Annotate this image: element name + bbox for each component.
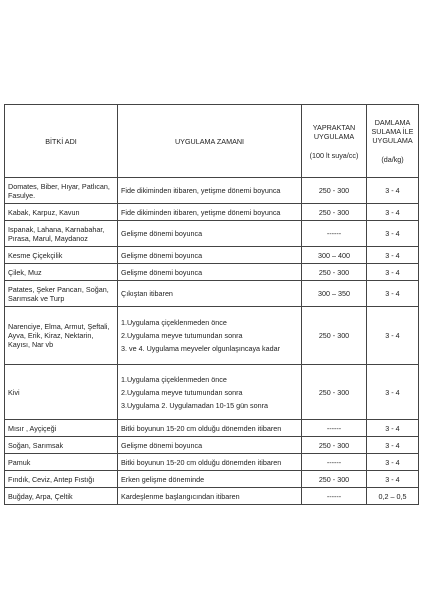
cell-drip-dose: 3 - 4 xyxy=(367,471,419,488)
table-row xyxy=(5,178,419,204)
cell-drip-dose: 3 - 4 xyxy=(367,365,419,420)
cell-leaf-dose: ------ xyxy=(302,420,367,437)
cell-plant: Soğan, Sarımsak xyxy=(5,437,118,454)
cell-drip-dose: 3 - 4 xyxy=(367,204,419,221)
table-row xyxy=(5,454,419,471)
application-time-line: Fide dikiminden itibaren, yetişme dönemi boyunca xyxy=(121,207,281,217)
cell-drip-dose: 3 - 4 xyxy=(367,264,419,281)
cell-drip-dose: 0,2 – 0,5 xyxy=(367,488,419,505)
cell-drip-dose: 3 - 4 xyxy=(367,221,419,247)
application-time-line: Gelişme dönemi boyunca xyxy=(121,440,203,450)
header-drip xyxy=(367,105,419,178)
table-row xyxy=(5,221,419,247)
cell-drip-dose: 3 - 4 xyxy=(367,420,419,437)
cell-plant: Domates, Biber, Hıyar, Patlıcan, Fasulye. xyxy=(5,178,118,204)
cell-leaf-dose: ------ xyxy=(302,488,367,505)
application-time-line: Gelişme dönemi boyunca xyxy=(121,229,203,238)
cell-plant: Kivi xyxy=(5,365,118,420)
table-row xyxy=(5,204,419,221)
table-row xyxy=(5,307,419,365)
cell-application-time xyxy=(118,454,302,471)
table-row xyxy=(5,420,419,437)
cell-leaf-dose: 300 – 350 xyxy=(302,281,367,307)
application-time-line: Gelişme dönemi boyunca xyxy=(121,250,203,260)
header-plant: BİTKİ ADI xyxy=(5,105,118,178)
header-time: UYGULAMA ZAMANI xyxy=(118,105,302,178)
application-time-line: 1.Uygulama çiçeklenmeden önce xyxy=(121,374,227,384)
header-drip-unit: (da/kg) xyxy=(381,155,404,164)
cell-leaf-dose: 250 - 300 xyxy=(302,437,367,454)
application-time-line: 2.Uygulama meyve tutumundan sonra xyxy=(121,331,243,340)
table-row xyxy=(5,247,419,264)
cell-drip-dose: 3 - 4 xyxy=(367,281,419,307)
cell-application-time xyxy=(118,307,302,365)
application-time-line: Çıkıştan itibaren xyxy=(121,289,173,298)
application-time-line: 3.Uygulama 2. Uygulamadan 10-15 gün sonra xyxy=(121,400,269,410)
cell-plant: Çilek, Muz xyxy=(5,264,118,281)
cell-leaf-dose: 250 - 300 xyxy=(302,307,367,365)
cell-leaf-dose: 250 - 300 xyxy=(302,365,367,420)
application-time-line: Erken gelişme döneminde xyxy=(121,474,205,484)
application-time-line: Fide dikiminden itibaren, yetişme dönemi boyunca xyxy=(121,186,281,195)
cell-leaf-dose: 250 - 300 xyxy=(302,264,367,281)
header-leaf-unit: (100 lt suya/cc) xyxy=(309,150,359,160)
cell-plant: Mısır , Ayçiçeği xyxy=(5,420,118,437)
application-time-line: Bitki boyunun 15-20 cm olduğu dönemden itibaren xyxy=(121,423,282,433)
cell-drip-dose: 3 - 4 xyxy=(367,454,419,471)
cell-application-time xyxy=(118,420,302,437)
application-time-line: Kardeşlenme başlangıcından itibaren xyxy=(121,491,240,501)
table-row xyxy=(5,281,419,307)
header-drip-label: DAMLAMA SULAMA İLE UYGULAMA xyxy=(371,118,414,145)
table-row xyxy=(5,437,419,454)
header-leaf xyxy=(302,105,367,178)
table-header-row xyxy=(5,105,419,178)
cell-plant: Buğday, Arpa, Çeltik xyxy=(5,488,118,505)
table-row xyxy=(5,471,419,488)
application-time-line: 1.Uygulama çiçeklenmeden önce xyxy=(121,318,227,327)
dosage-table xyxy=(4,104,419,505)
cell-plant: Ispanak, Lahana, Karnabahar, Pırasa, Marul, Maydanoz xyxy=(5,221,118,247)
cell-application-time xyxy=(118,221,302,247)
application-time-line: 2.Uygulama meyve tutumundan sonra xyxy=(121,387,243,397)
cell-drip-dose: 3 - 4 xyxy=(367,178,419,204)
cell-plant: Patates, Şeker Pancarı, Soğan, Sarımsak ve Turp xyxy=(5,281,118,307)
cell-application-time xyxy=(118,471,302,488)
cell-application-time xyxy=(118,247,302,264)
cell-application-time xyxy=(118,178,302,204)
application-time-line: Gelişme dönemi boyunca xyxy=(121,267,203,277)
cell-leaf-dose: 250 - 300 xyxy=(302,204,367,221)
application-time-line: 3. ve 4. Uygulama meyveler olgunlaşıncaya kadar xyxy=(121,344,281,353)
cell-leaf-dose: ------ xyxy=(302,454,367,471)
cell-plant: Kesme Çiçekçilik xyxy=(5,247,118,264)
cell-drip-dose: 3 - 4 xyxy=(367,307,419,365)
cell-application-time xyxy=(118,437,302,454)
dosage-table-sheet xyxy=(4,104,418,505)
cell-drip-dose: 3 - 4 xyxy=(367,437,419,454)
application-time-line: Bitki boyunun 15-20 cm olduğu dönemden itibaren xyxy=(121,457,282,467)
cell-application-time xyxy=(118,264,302,281)
cell-leaf-dose: 250 - 300 xyxy=(302,471,367,488)
cell-leaf-dose: ------ xyxy=(302,221,367,247)
cell-plant: Narenciye, Elma, Armut, Şeftali, Ayva, Erik, Kiraz, Nektarin, Kayısı, Nar vb xyxy=(5,307,118,365)
table-body xyxy=(5,178,419,505)
table-row xyxy=(5,365,419,420)
cell-plant: Fındık, Ceviz, Antep Fıstığı xyxy=(5,471,118,488)
cell-application-time xyxy=(118,488,302,505)
cell-leaf-dose: 250 - 300 xyxy=(302,178,367,204)
header-leaf-label: YAPRAKTAN UYGULAMA xyxy=(312,122,356,141)
cell-application-time xyxy=(118,281,302,307)
cell-plant: Pamuk xyxy=(5,454,118,471)
cell-leaf-dose: 300 – 400 xyxy=(302,247,367,264)
table-row xyxy=(5,264,419,281)
cell-drip-dose: 3 - 4 xyxy=(367,247,419,264)
cell-application-time xyxy=(118,365,302,420)
table-row xyxy=(5,488,419,505)
cell-application-time xyxy=(118,204,302,221)
cell-plant: Kabak, Karpuz, Kavun xyxy=(5,204,118,221)
